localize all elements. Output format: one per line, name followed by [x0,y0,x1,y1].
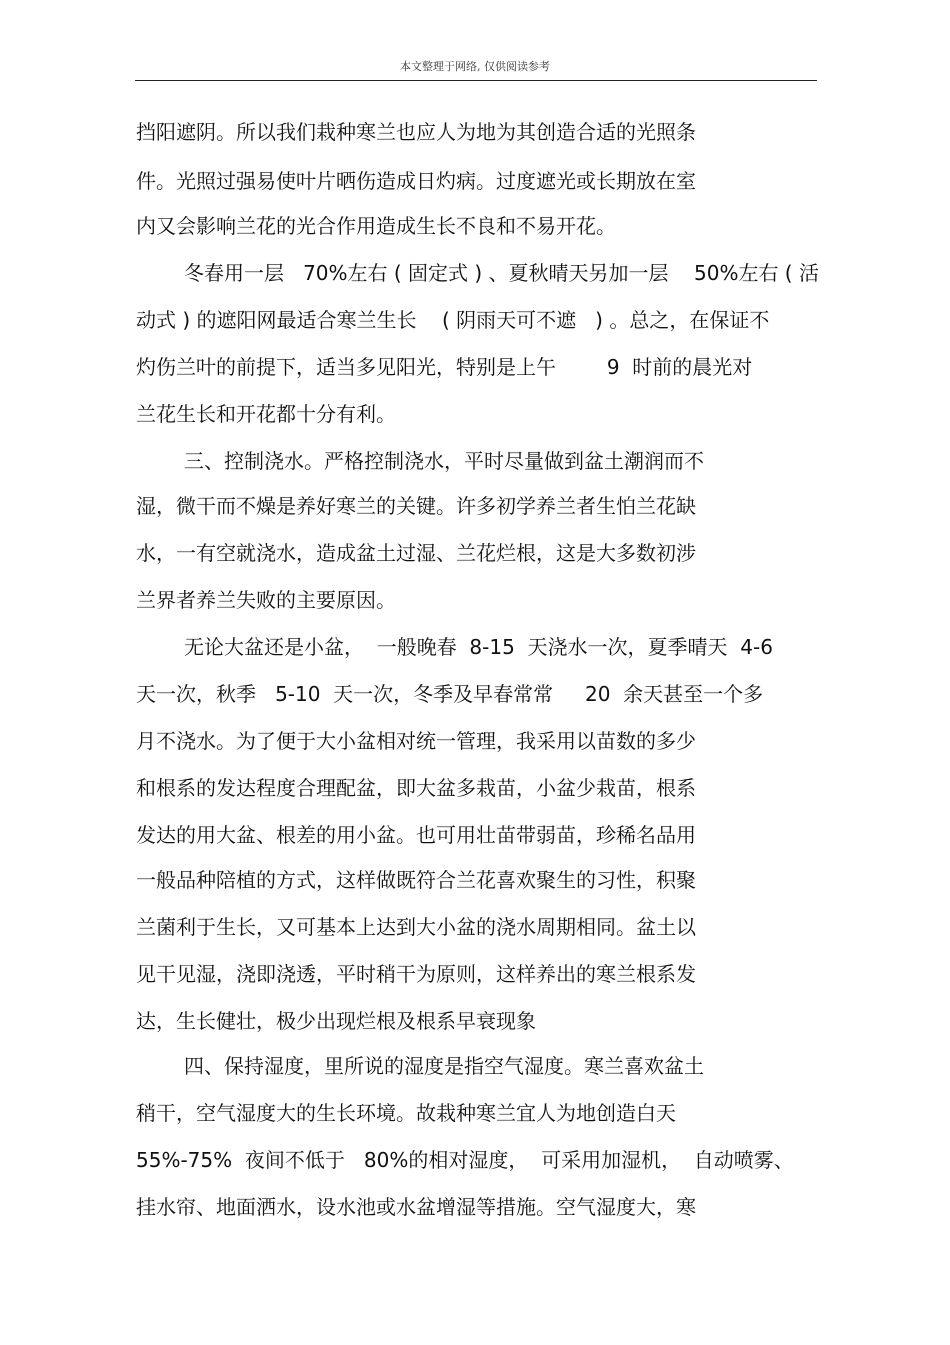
text-line: 冬春用一层 70%左右 ( 固定式 ) 、夏秋晴天另加一层 50%左右 ( 活 [184,261,819,285]
text-line: 发达的用大盆、根差的用小盆。也可用壮苗带弱苗，珍稀名品用 [136,823,696,847]
text-line: 件。光照过强易使叶片晒伤造成日灼病。过度遮光或长期放在室 [136,169,696,193]
text-line: 达，生长健壮，极少出现烂根及根系早衰现象 [136,1009,536,1033]
text-line: 和根系的发达程度合理配盆，即大盆多栽苗，小盆少栽苗，根系 [136,776,696,800]
text-line: 月不浇水。为了便于大小盆相对统一管理，我采用以苗数的多少 [136,729,696,753]
text-line: 内又会影响兰花的光合作用造成生长不良和不易开花。 [136,214,616,238]
text-line: 四、保持湿度，里所说的湿度是指空气湿度。寒兰喜欢盆土 [184,1054,704,1078]
text-line: 灼伤兰叶的前提下，适当多见阳光，特别是上午 9 时前的晨光对 [136,355,753,379]
page-header-note: 本文整理于网络, 仅供阅读参考 [400,60,550,73]
text-line: 兰界者养兰失败的主要原因。 [136,588,396,612]
text-line: 天一次，秋季 5-10 天一次，冬季及早春常常 20 余天甚至一个多 [136,682,764,706]
text-line: 三、控制浇水。严格控制浇水，平时尽量做到盆土潮润而不 [184,449,704,473]
text-line: 一般品种陪植的方式，这样做既符合兰花喜欢聚生的习性，积聚 [136,868,696,892]
text-line: 稍干，空气湿度大的生长环境。故栽种寒兰宜人为地创造白天 [136,1101,676,1125]
text-line: 兰菌利于生长，又可基本上达到大小盆的浇水周期相同。盆土以 [136,915,696,939]
text-line: 挡阳遮阴。所以我们栽种寒兰也应人为地为其创造合适的光照条 [136,120,696,144]
text-line: 55%-75% 夜间不低于 80%的相对湿度， 可采用加湿机， 自动喷雾、 [136,1148,794,1172]
text-line: 无论大盆还是小盆， 一般晚春 8-15 天浇水一次，夏季晴天 4-6 [184,635,773,659]
text-line: 挂水帘、地面洒水，设水池或水盆增湿等措施。空气湿度大，寒 [136,1195,696,1219]
text-line: 动式 ) 的遮阳网最适合寒兰生长 ( 阴雨天可不遮 ) 。总之，在保证不 [136,308,770,332]
header-divider [135,80,817,81]
text-line: 兰花生长和开花都十分有利。 [136,402,396,426]
text-line: 湿，微干而不燥是养好寒兰的关键。许多初学养兰者生怕兰花缺 [136,494,696,518]
text-line: 见干见湿，浇即浇透，平时稍干为原则，这样养出的寒兰根系发 [136,962,696,986]
text-line: 水，一有空就浇水，造成盆土过湿、兰花烂根，这是大多数初涉 [136,541,696,565]
